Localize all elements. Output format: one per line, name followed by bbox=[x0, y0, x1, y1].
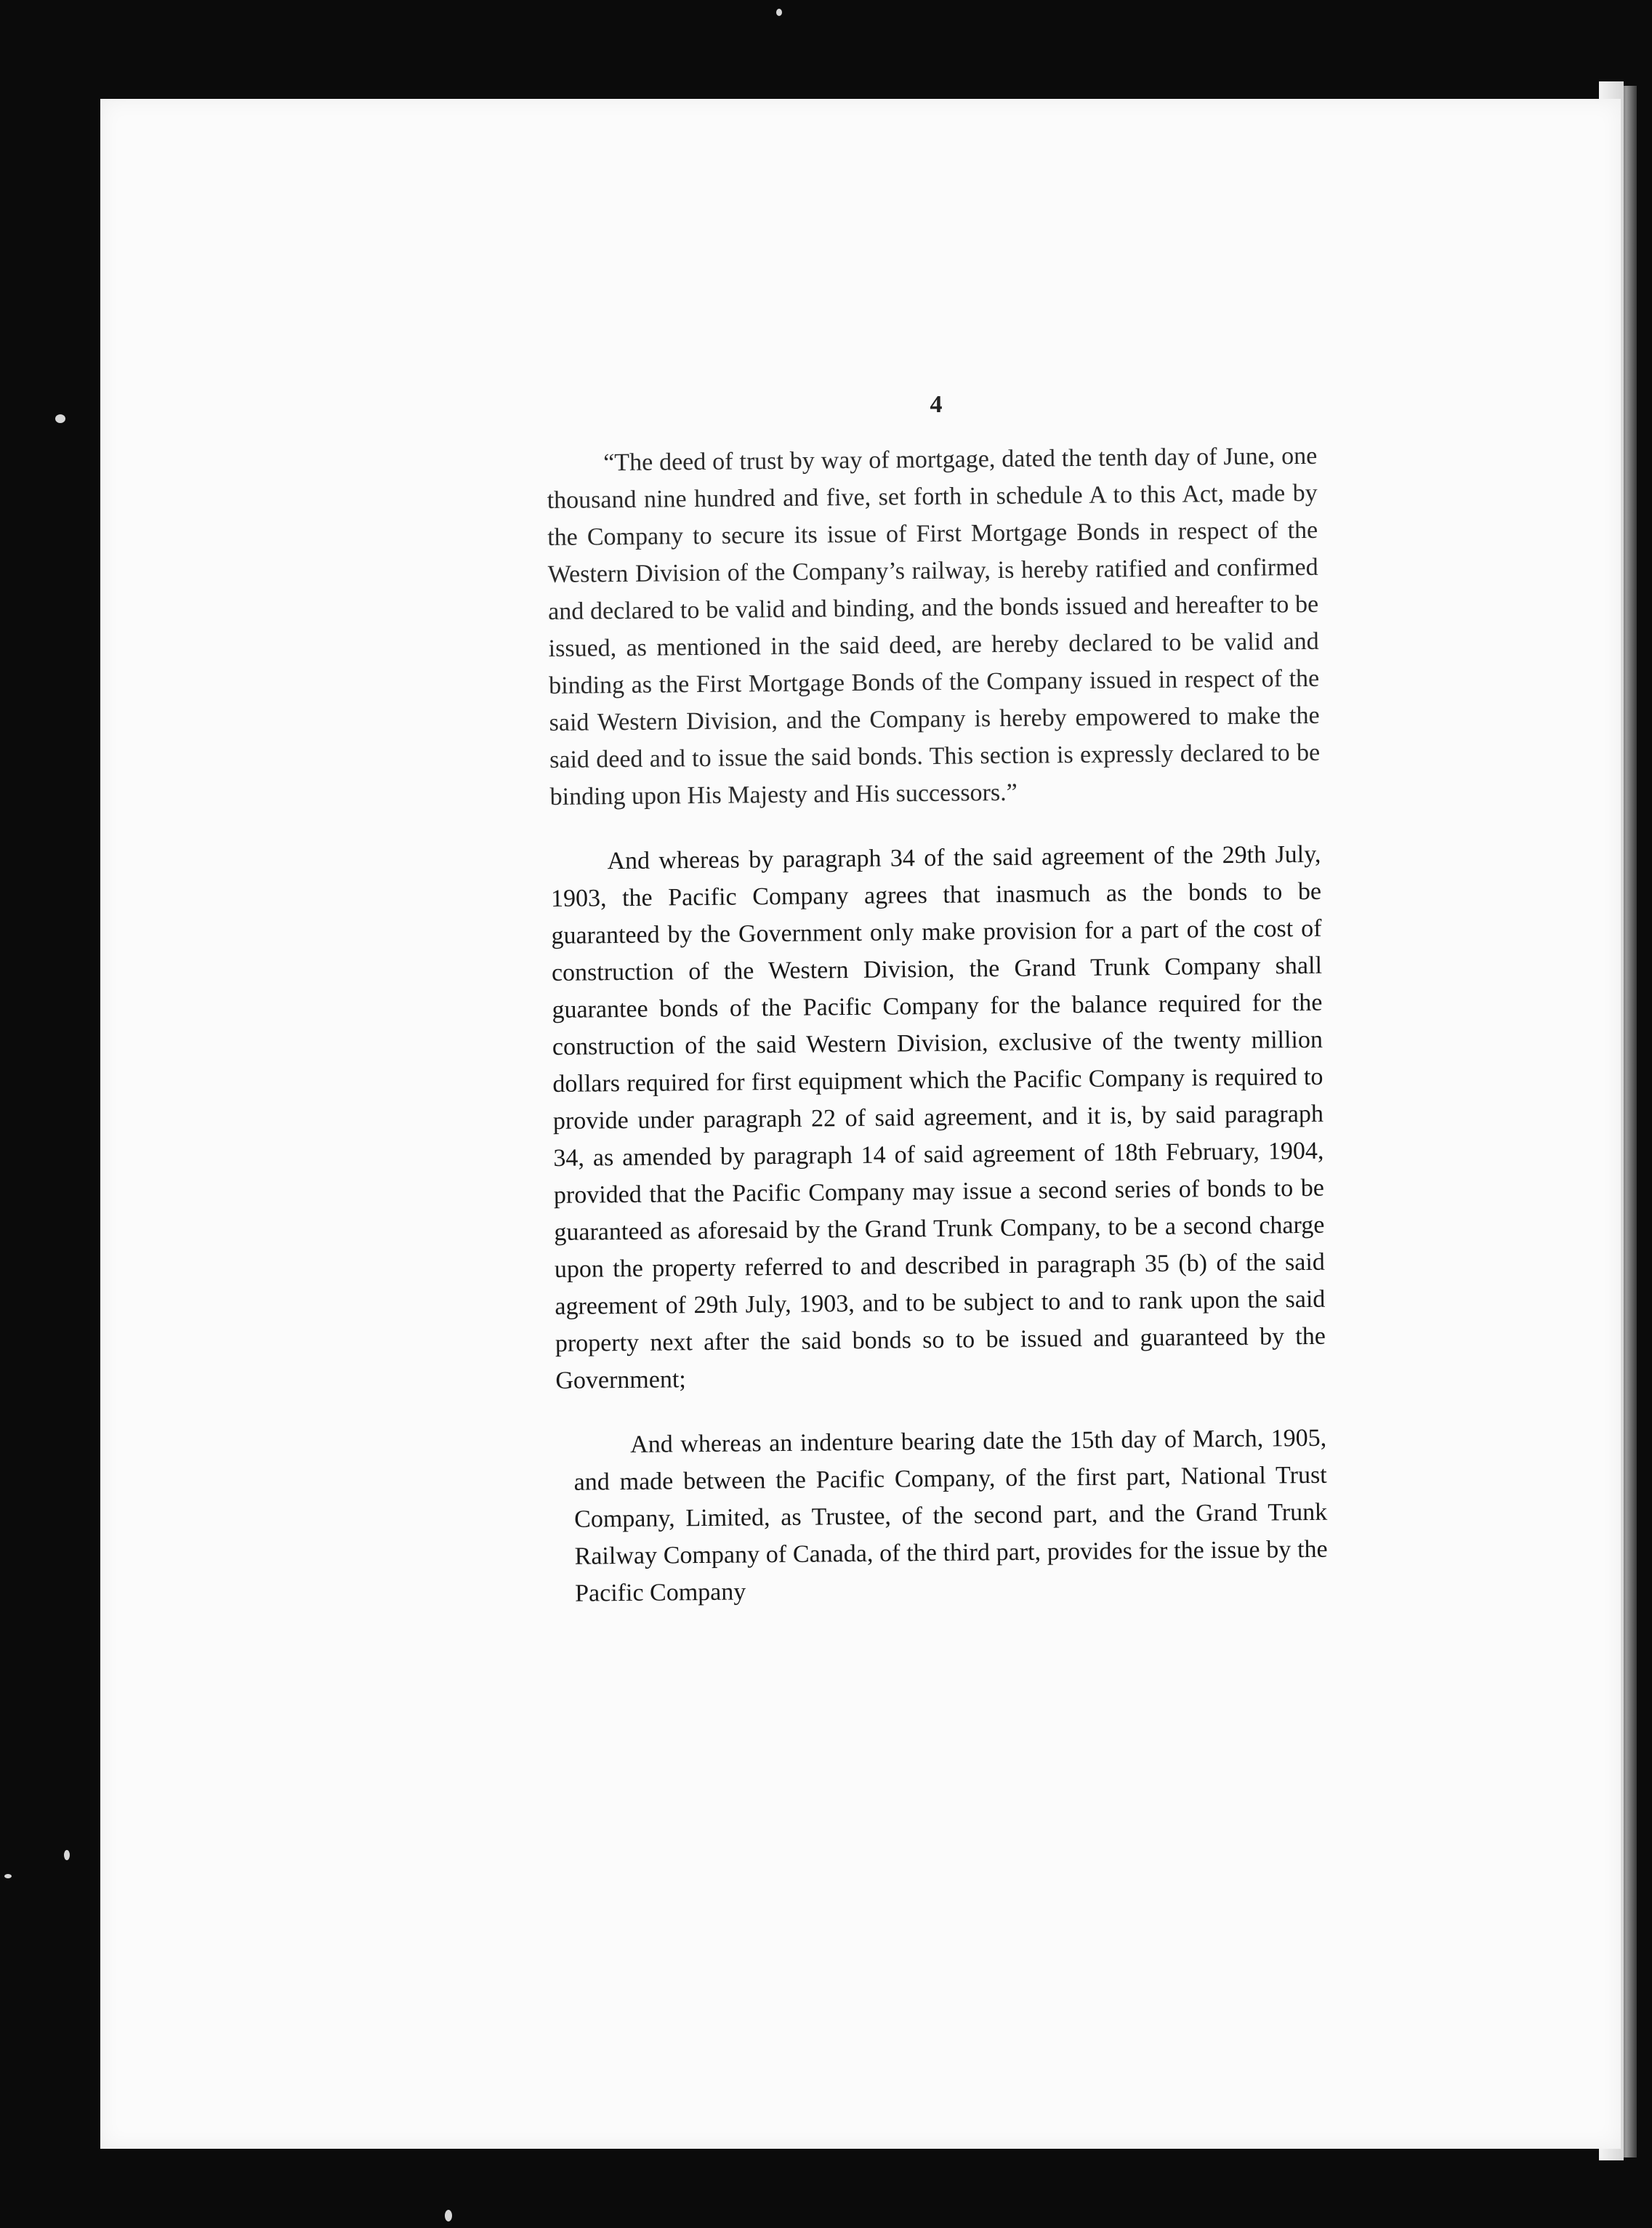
paragraph-agreement-34: And whereas by paragraph 34 of the said agreement of the 29th July, 1903, the Pacific Company agrees that inasmuch as the bonds to be guaranteed by the Government only make provision for a part of the cost of construction of the Western Division, the Grand Trunk Company shall guarantee bonds of the Pacific Company for the balance required for the construction of the said Western Division, exclusive of the twenty million dollars required for first equipment which the Pacific Company is required to provide under paragraph 22 of said agreement, and it is, by said paragraph 34, as amended by paragraph 14 of said agreement of 18th February, 1904, provided that the Pacific Company may issue a second series of bonds to be guaranteed as aforesaid by the Grand Trunk Company, to be a second charge upon the property referred to and described in paragraph 35 (b) of the said agreement of 29th July, 1903, and to be subject to and to rank upon the said property next after the said bonds so to be issued and guaranteed by the Government; bbox=[550, 840, 1326, 1394]
paragraph-indenture: And whereas an indenture bearing date the 15th day of March, 1905, and made between the Pacific Company, of the first part, National Trust Company, Limited, as Trustee, of the second part, and the Grand Trunk Railway Company of Canada, of the third part, provides for the issue by the Pacific Company bbox=[573, 1424, 1328, 1607]
scan-speck bbox=[64, 1850, 70, 1860]
scan-speck bbox=[55, 414, 65, 423]
scan-speck bbox=[4, 1874, 12, 1878]
scan-speck bbox=[776, 9, 782, 16]
paragraph-quoted-section: “The deed of trust by way of mortgage, dated the tenth day of June, one thousand nine hundred and five, set forth in schedule A to this Act, made by the Company to secure its issue of First Mortgage Bonds in respect of the Western Division of the Company’s railway, is hereby ratified and confirmed and declared to be valid and binding, and the bonds issued and hereafter to be issued, as mentioned in the said deed, are hereby declared to be valid and binding as the First Mortgage Bonds of the Company issued in respect of the said Western Division, and the Company is hereby empowered to make the said deed and to issue the said bonds. This section is expressly declared to be binding upon His Majesty and His successors.” bbox=[547, 442, 1321, 811]
page-number: 4 bbox=[930, 391, 943, 418]
scan-speck bbox=[445, 2210, 452, 2221]
body-text bbox=[547, 438, 1329, 1640]
